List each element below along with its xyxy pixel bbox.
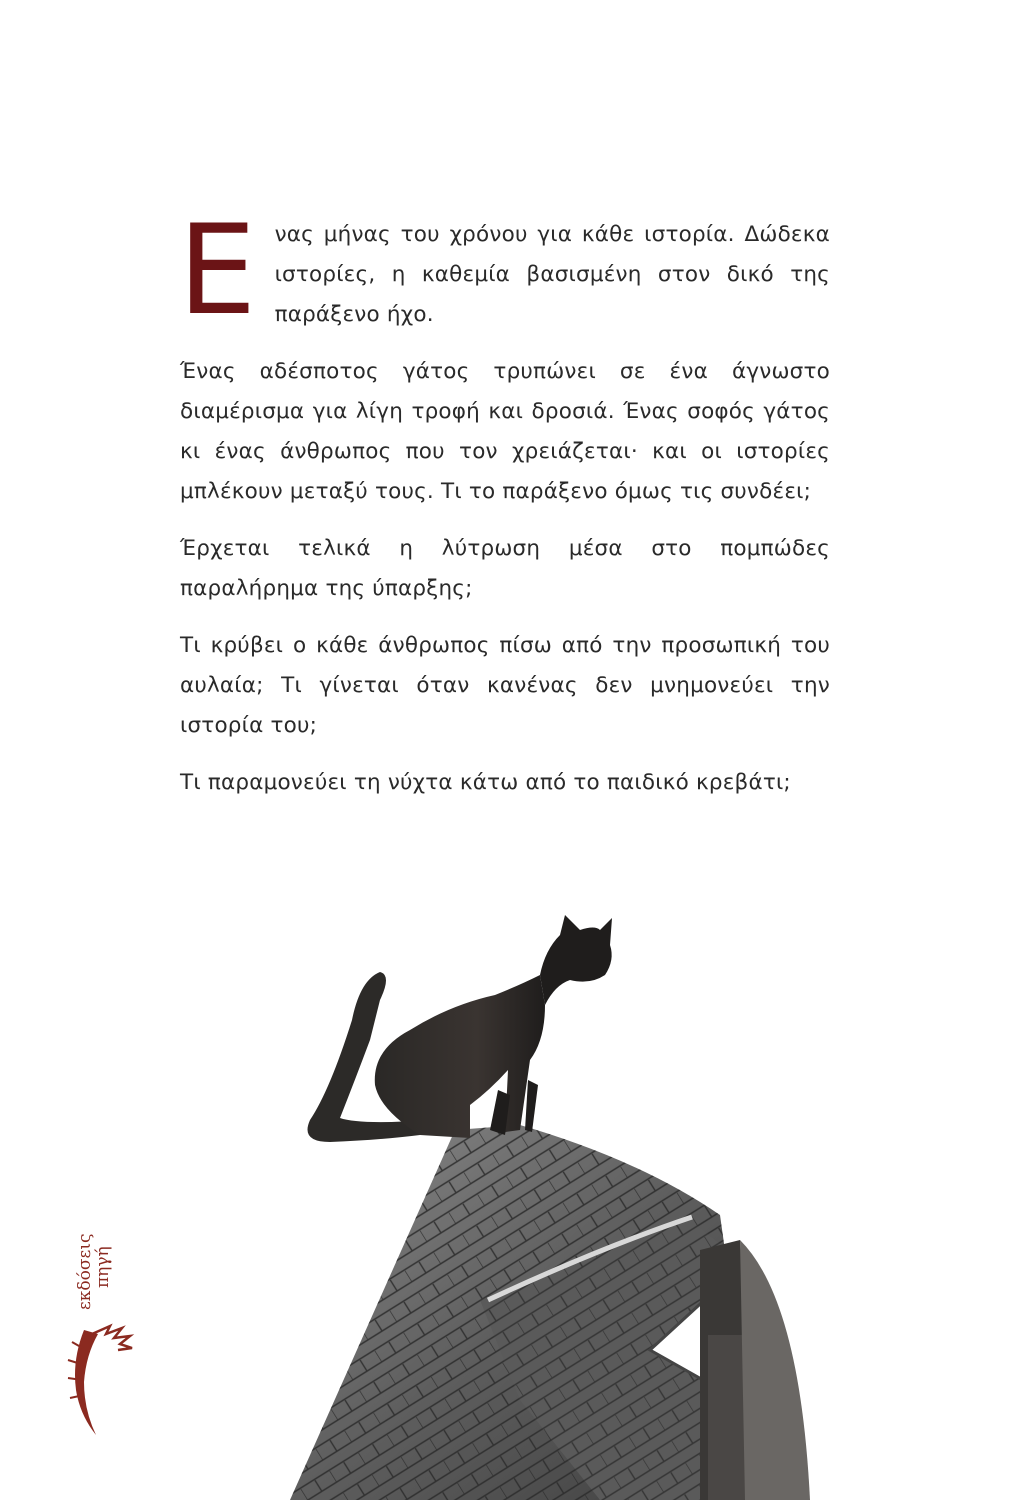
blurb xyxy=(178,199,830,820)
blurb-paragraph-2: Ένας αδέσποτος γάτος τρυπώνει σε ένα άγνωστο διαμέρισμα για λίγη τροφή και δροσιά. Ένας σοφός γάτος κι ένας άνθρωπος που τον χρειάζεται· και οι ιστορίες μπλέκουν μεταξύ τους. Τι το παράξενο όμως τις συνδέει; xyxy=(180,359,830,504)
publisher-line-1: εκδόσεις xyxy=(75,1233,95,1310)
blurb-paragraph-1 xyxy=(178,199,830,343)
cat-body xyxy=(375,975,545,1138)
cat-head xyxy=(540,915,612,1005)
paragraph-text: νας μήνας του χρόνου για κάθε ιστορία. Δώδεκα ιστορίες, η καθεμία βασισμένη στον δικό της παράξενο ήχο. xyxy=(274,222,830,327)
publisher-logo xyxy=(62,1215,142,1455)
cat-on-roof-photo xyxy=(0,880,1023,1500)
publisher-line-2: πηγή xyxy=(93,1246,113,1288)
publisher-name xyxy=(76,1200,112,1310)
drop-cap: Ε xyxy=(178,199,257,343)
blurb-paragraph-5: Τι παραμονεύει τη νύχτα κάτω από το παιδικό κρεβάτι; xyxy=(180,770,791,795)
feather-icon xyxy=(62,1320,142,1440)
blurb-paragraph-3: Έρχεται τελικά η λύτρωση μέσα στο πομπώδες παραλήρημα της ύπαρξης; xyxy=(180,536,830,601)
blurb-paragraph-4: Τι κρύβει ο κάθε άνθρωπος πίσω από την προσωπική του αυλαία; Τι γίνεται όταν κανένας δεν μνημονεύει την ιστορία του; xyxy=(180,633,830,738)
